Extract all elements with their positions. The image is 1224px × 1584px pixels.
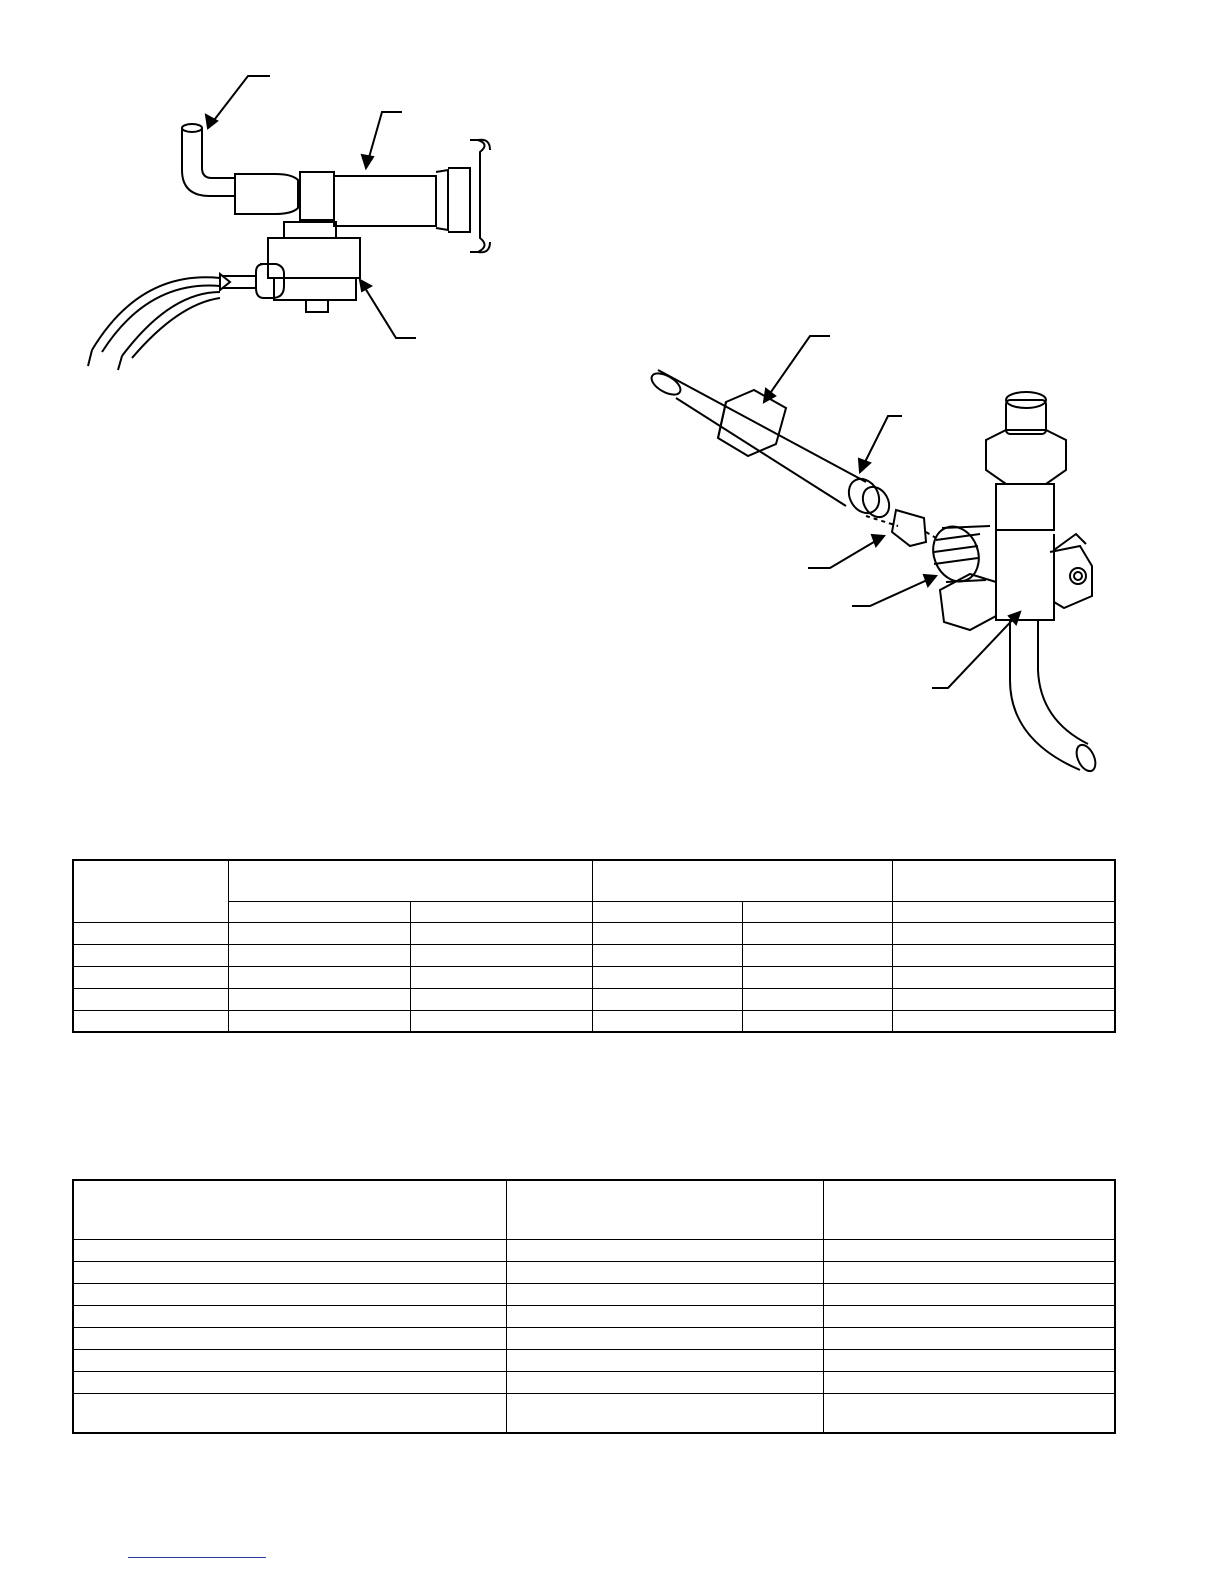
table-1-subheader — [892, 901, 1115, 922]
table-cell — [742, 988, 892, 1010]
table-row — [73, 944, 1115, 966]
table-row — [73, 1239, 1115, 1261]
table-cell — [892, 922, 1115, 944]
table-cell — [73, 1010, 228, 1032]
table-row — [73, 1283, 1115, 1305]
table-cell — [506, 1371, 823, 1393]
table-cell — [73, 944, 228, 966]
table-cell — [823, 1261, 1115, 1283]
table-cell — [228, 944, 410, 966]
table-cell — [506, 1393, 823, 1433]
table-cell — [506, 1327, 823, 1349]
table-cell — [742, 944, 892, 966]
table-cell — [73, 1261, 506, 1283]
leader-line-coil — [360, 280, 416, 338]
table-cell — [823, 1371, 1115, 1393]
table-row — [73, 1371, 1115, 1393]
table-1-subheader — [410, 901, 592, 922]
table-cell — [73, 966, 228, 988]
table-cell — [823, 1327, 1115, 1349]
table-cell — [410, 944, 592, 966]
table-cell — [592, 988, 742, 1010]
table-cell — [73, 1327, 506, 1349]
table-cell — [73, 1283, 506, 1305]
table-cell — [410, 988, 592, 1010]
table-cell — [410, 1010, 592, 1032]
table-1-header — [228, 860, 592, 901]
table-cell — [228, 966, 410, 988]
table-cell — [823, 1283, 1115, 1305]
table-cell — [506, 1305, 823, 1327]
table-cell — [73, 922, 228, 944]
table-row — [73, 1349, 1115, 1371]
table-cell — [228, 922, 410, 944]
table-cell — [228, 988, 410, 1010]
table-row — [73, 922, 1115, 944]
table-1-subheader — [228, 901, 410, 922]
table-cell — [506, 1239, 823, 1261]
table-cell — [823, 1349, 1115, 1371]
table-2-header — [73, 1180, 506, 1239]
table-cell — [592, 1010, 742, 1032]
table-cell — [742, 922, 892, 944]
solenoid-assembly-figure — [70, 60, 510, 390]
table-cell — [73, 1393, 506, 1433]
table-cell — [592, 922, 742, 944]
table-2-header — [823, 1180, 1115, 1239]
table-row — [73, 966, 1115, 988]
table-2 — [72, 1179, 1116, 1434]
table-1-subheader — [742, 901, 892, 922]
table-1-header — [73, 860, 228, 922]
table-1-header — [592, 860, 892, 901]
table-1-subheader — [592, 901, 742, 922]
table-cell — [892, 966, 1115, 988]
table-cell — [742, 966, 892, 988]
table-cell — [73, 988, 228, 1010]
table-cell — [892, 944, 1115, 966]
table-cell — [506, 1349, 823, 1371]
table-cell — [410, 966, 592, 988]
table-cell — [892, 1010, 1115, 1032]
table-row — [73, 988, 1115, 1010]
table-row — [73, 1393, 1115, 1433]
table-cell — [228, 1010, 410, 1032]
table-cell — [892, 988, 1115, 1010]
table-cell — [742, 1010, 892, 1032]
table-row — [73, 1327, 1115, 1349]
leader-line-core — [808, 536, 884, 568]
service-valve-exploded-figure — [640, 320, 1120, 780]
table-row — [73, 1010, 1115, 1032]
table-cell — [73, 1349, 506, 1371]
table-row — [73, 1261, 1115, 1283]
table-cell — [506, 1283, 823, 1305]
table-cell — [73, 1305, 506, 1327]
table-cell — [592, 966, 742, 988]
table-cell — [823, 1305, 1115, 1327]
table-2-header — [506, 1180, 823, 1239]
table-1-header — [892, 860, 1115, 901]
table-cell — [73, 1239, 506, 1261]
table-1 — [72, 859, 1116, 1033]
table-cell — [73, 1371, 506, 1393]
leader-line-port — [852, 576, 936, 606]
table-row — [73, 1305, 1115, 1327]
table-cell — [506, 1261, 823, 1283]
leader-line-flare-nut — [764, 336, 830, 402]
table-cell — [823, 1393, 1115, 1433]
table-cell — [410, 922, 592, 944]
table-cell — [592, 944, 742, 966]
table-cell — [823, 1239, 1115, 1261]
footer-rule — [128, 1557, 266, 1558]
